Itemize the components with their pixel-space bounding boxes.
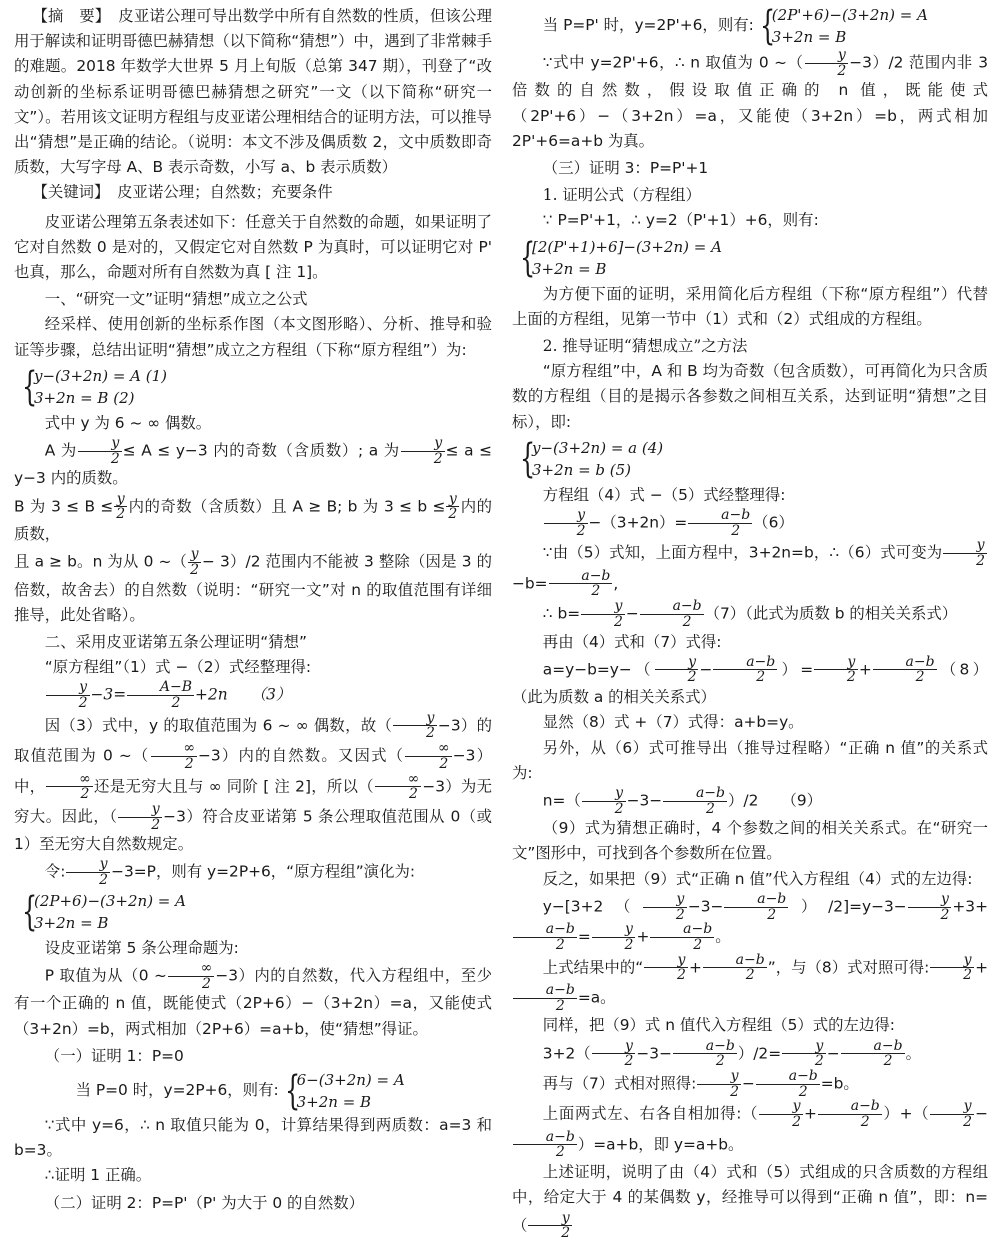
- paragraph-substitute-5: 同样，把（9）式 n 值代入方程组（5）式的左边得:: [542, 1016, 895, 1035]
- equation-8: a=y−b=y−（ $\frac{y}{2}$ − $\frac{a-b}{2}$ ）= $\frac{y}{2}$ + $\frac{a-b}{2}$ （8）（此为质数 a 的相关关系式）: [512, 653, 988, 707]
- equation-9: n=（ $\frac{y}{2}$ −3− $\frac{a-b}{2}$ ）/2 （9）: [542, 784, 823, 817]
- paragraph-equation-9-note: （9）式为猜想正确时，4 个参数之间的相关关系式。在“研究一文”图形中，可找到各个参数所在位置。: [512, 819, 988, 863]
- equation-system-5: { [2(P'+1)+6]−(3+2n) = A 3+2n = B: [520, 234, 722, 281]
- paragraph-simplify: 为方便下面的证明，采用简化后方程组（下称“原方程组”）代替上面的方程组，见第一节中（1）式和（2）式组成的方程组。: [512, 284, 988, 328]
- paragraph-substitute-4: 反之，如果把（9）式“正确 n 值”代入方程组（4）式的左边得:: [542, 869, 973, 888]
- paragraph-compare-8: 上式结果中的“ $\frac{y}{2}$ + $\frac{a-b}{2}$ ”，与（8）式对照可得: $\frac{y}{2}$ + $\frac{a-b}{2}$ =a。: [512, 953, 988, 1014]
- proof-2-result: ∵式中 y=2P'+6，∴ n 取值为 0 ~（ $\frac{y}{2}$ −3）/2 范围内非 3 倍数的自然数，假设取值正确的 n 值，既能使式（2P'+6）−（3+2n）=a，又能使（3+2n）=b，两式相加 2P'+6=a+b 为真。: [512, 47, 989, 150]
- section-heading-1: 一、“研究一文”证明“猜想”成立之公式: [44, 290, 308, 309]
- proof-1-result: ∵式中 y=6，∴ n 取值只能为 0，计算结果得到两质数：a=3 和 b=3。: [14, 1116, 492, 1160]
- equation-system-6: { y−(3+2n) = a (4) 3+2n = b (5): [520, 435, 664, 482]
- keywords-label: 【关键词】: [32, 183, 102, 202]
- paragraph-peano: 皮亚诺公理第五条表述如下：任意关于自然数的命题，如果证明了它对自然数 0 是对的，又假定它对自然数 P 为真时，可以证明它对 P' 也真，那么，命题对所有自然数为真 [ 注 1]。: [14, 212, 492, 282]
- paragraph-conclusion: 上述证明，说明了由（4）式和（5）式组成的只含质数的方程组中，给定大于 4 的某偶数 y，经推导可以得到“正确 n 值”，即：n=（ $\frac{y}{2}$: [512, 1163, 988, 1241]
- equation-substitution-5: 3+2（ $\frac{y}{2}$ −3− $\frac{a-b}{2}$ ）/2= $\frac{y}{2}$ − $\frac{a-b}{2}$ 。: [542, 1037, 921, 1070]
- paragraph-subtract: “原方程组”（1）式 −（2）式经整理得:: [44, 658, 312, 677]
- paragraph-n-range: 且 a ≥ b。n 为从 0 ~（ $\frac{y}{2}$ − 3）/2 范围内不能被 3 整除（因是 3 的倍数，故舍去）的自然数（说明：“研究一文”对 n 的取值范围有详细推导，此处省略）。: [14, 546, 492, 624]
- paragraph-derive-a: 再由（4）式和（7）式得:: [542, 632, 722, 651]
- proof-1-conclusion: ∴证明 1 正确。: [44, 1166, 152, 1185]
- equation-7: ∴ b= $\frac{y}{2}$ − $\frac{a-b}{2}$ （7）（此式为质数 b 的相关关系式）: [542, 598, 958, 630]
- proof-3-setup: ∵ P=P'+1，∴ y=2（P'+1）+6，则有:: [542, 211, 819, 230]
- paragraph-subtract-2: 方程组（4）式 −（5）式经整理得:: [542, 485, 786, 504]
- proof-3-sub-1: 1. 证明公式（方程组）: [542, 186, 701, 205]
- paragraph-n-relation: 另外，从（6）式可推导出（推导过程略）“正确 n 值”的关系式为:: [512, 738, 988, 782]
- equation-system-1: { y−(3+2n) = A (1) 3+2n = B (2): [22, 363, 168, 410]
- equation-2: 3+2n = B (2): [34, 388, 135, 407]
- proof-2-heading: （二）证明 2：P=P'（P' 为大于 0 的自然数）: [44, 1193, 365, 1212]
- proof-2-statement: 当 P=P' 时，y=2P'+6，则有: { (2P'+6)−(3+2n) = A 3+2n = B: [542, 3, 928, 49]
- paragraph-prime-only: “原方程组”中，A 和 B 均为奇数（包含质数），可再简化为只含质数的方程组（目的是揭示各参数之间相互关系，达到证明“猜想”之目标），即:: [512, 362, 988, 431]
- paragraph-add-both: 上面两式左、右各自相加得:（ $\frac{y}{2}$ + $\frac{a-b}{2}$ ）+（ $\frac{y}{2}$ − $\frac{a-b}{2}$ ）=a+b，即 y=a+b。: [512, 1099, 988, 1160]
- equation-6: $\frac{y}{2}$ −（3+2n）= $\frac{a-b}{2}$ （6）: [512, 508, 988, 538]
- paragraph-proposition: 设皮亚诺第 5 条公理命题为:: [44, 938, 239, 957]
- paragraph-method: 经采样、使用创新的坐标系作图（本文图形略）、分析、推导和验证等步骤，总结出证明“猜想”成立之方程组（下称“原方程组”）为:: [14, 315, 492, 359]
- proof-1-heading: （一）证明 1：P=0: [44, 1046, 184, 1065]
- paragraph-P-range: P 取值为从（0 ~ $\frac{\infty}{2}$ −3）内的自然数，代入方程组中，至少有一个正确的 n 值，既能使式（2P+6）−（3+2n）=a，又能使式（3+2n）=b，两式相加（2P+6）=a+b，使“猜想”得证。: [14, 960, 492, 1038]
- paragraph-compare-7: 再与（7）式相对照得: $\frac{y}{2}$ − $\frac{a-b}{2}$ =b。: [542, 1067, 859, 1100]
- abstract-label: 【摘 要】: [32, 7, 103, 25]
- abstract-text: 皮亚诺公理可导出数学中所有自然数的性质，但该公理用于解读和证明哥德巴赫猜想（以下简称“猜想”）中，遇到了非常棘手的难题。2018 年数学大世界 5 月上旬版（总第 347 期），刊登了“改动创新的坐标系证明哥德巴赫猜想之研究”一文（以下简称“研究一文”）。若用该文证明方程组与皮亚诺公理相结合的证明方法，可以推导出“猜想”是正确的结论。（说明：本文不涉及偶质数 2，文中质数即奇质数，大写字母 A、B 表示奇数，小写 a、b 表示质数）: [14, 7, 492, 177]
- paragraph-y-range: 式中 y 为 6 ~ ∞ 偶数。: [44, 413, 212, 432]
- keywords: [14, 180, 492, 205]
- equation-3: $\frac{y}{2}$ −3= $\frac{A-B}{2}$ +2n （3）: [14, 680, 492, 710]
- paragraph-A-range: A 为 $\frac{y}{2}$ ≤ A ≤ y−3 内的奇数（含质数）; a 为 $\frac{y}{2}$ ≤ a ≤ y−3 内的质数。: [14, 435, 493, 488]
- left-column: [14, 4, 492, 1216]
- proof-1-statement: 当 P=0 时，y=2P+6，则有: { 6−(3+2n) = A 3+2n = B: [75, 1068, 405, 1115]
- paragraph-infinity: 因（3）式中，y 的取值范围为 6 ~ ∞ 偶数，故（ $\frac{y}{2}$ −3）的取值范围为 0 ~（ $\frac{\infty}{2}$ −3）内的自然数。又因式（ $\frac{\infty}{2}$ −3）中， $\frac{\infty}{2}$ 还是无穷大且与 ∞ 同阶 [ 注 2]，所以（ $\frac{\infty}{2}$ −3）为无穷大。因此，（ $\frac{y}{2}$ −3）符合皮亚诺第 5 条公理取值范围从 0（或 1）至无穷大自然数规定。: [14, 709, 492, 854]
- paragraph-B-range: B 为 3 ≤ B ≤ $\frac{y}{2}$ 内的奇数（含质数）且 A ≥ B; b 为 3 ≤ b ≤ $\frac{y}{2}$ 内的质数，: [14, 490, 492, 543]
- right-column: [512, 4, 988, 1241]
- proof-3-heading: （三）证明 3：P=P'+1: [542, 158, 709, 177]
- paragraph-let-P: 令: $\frac{y}{2}$ −3=P，则有 y=2P+6，“原方程组”演化为:: [44, 856, 416, 889]
- keywords-text: 皮亚诺公理；自然数；充要条件: [117, 183, 333, 202]
- equation-substitution-4: y−[3+2（ $\frac{y}{2}$ −3− $\frac{a-b}{2}$ ）/2]=y−3− $\frac{y}{2}$ +3+ $\frac{a-b}{2}$ = $\frac{y}{2}$ + $\frac{a-b}{2}$ 。: [512, 892, 988, 953]
- abstract: [14, 4, 492, 180]
- equation-system-2: { (2P+6)−(3+2n) = A 3+2n = B: [22, 888, 186, 935]
- section-heading-2: 二、采用皮亚诺第五条公理证明“猜想”: [44, 632, 307, 651]
- equation-1: y−(3+2n) = A (1): [34, 366, 168, 385]
- paragraph-transform-6: ∵由（5）式知，上面方程中，3+2n=b，∴（6）式可变为 $\frac{y}{2}$ −b= $\frac{a-b}{2}$ ,: [512, 537, 985, 600]
- proof-3-sub-2: 2. 推导证明“猜想成立”之方法: [542, 337, 748, 355]
- paragraph-sum: 显然（8）式 +（7）式得：a+b=y。: [542, 713, 804, 732]
